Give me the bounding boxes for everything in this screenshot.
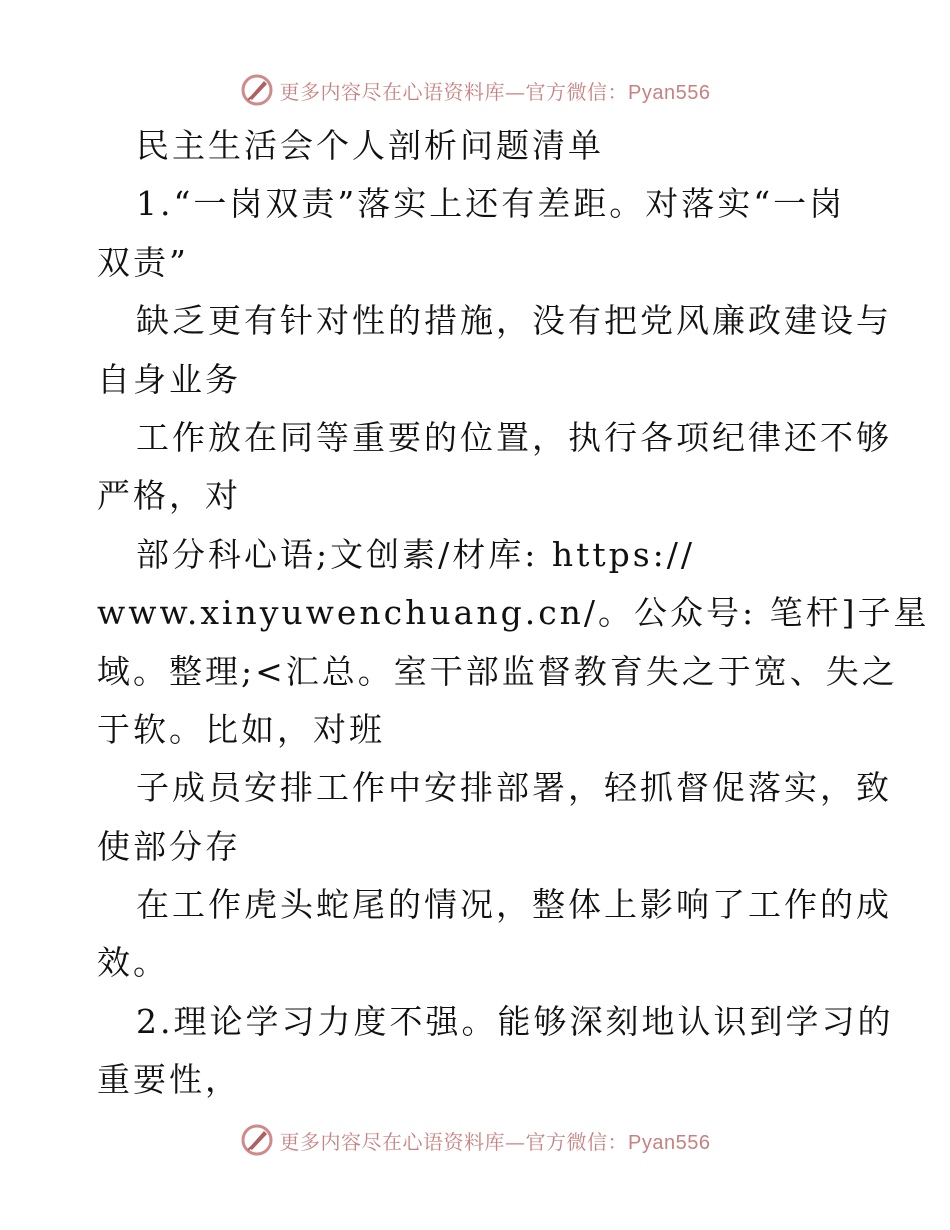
text-line: 2.理论学习力度不强。能够深刻地认识到学习的 [136, 1001, 894, 1041]
text-line: 域。整理;<汇总。室干部监督教育失之于宽、失之 [97, 651, 898, 691]
text-line: 工作放在同等重要的位置，执行各项纪律还不够 [136, 417, 892, 457]
text-line: 重要性， [97, 1060, 241, 1100]
text-line: 民主生活会个人剖析问题清单 [136, 126, 604, 165]
text-line: 子成员安排工作中安排部署，轻抓督促落实，致 [136, 768, 892, 808]
watermark-text: 更多内容尽在心语资料库—官方微信：Pyan556 [279, 79, 711, 104]
quill-pen-logo-icon [240, 1123, 274, 1157]
text-line: 双责” [97, 242, 189, 282]
watermark-wechat-id: Pyan556 [628, 1131, 711, 1154]
text-line: 在工作虎头蛇尾的情况，整体上影响了工作的成 [136, 885, 892, 925]
text-line: 1.“一岗双责”落实上还有差距。对落实“一岗 [136, 184, 846, 224]
text-line: 严格，对 [97, 476, 241, 516]
watermark-footer [0, 1120, 950, 1160]
text-line: 使部分存 [97, 826, 241, 866]
quill-pen-logo-icon [240, 73, 274, 107]
text-line: 于软。比如，对班 [97, 709, 385, 749]
document-body [97, 117, 930, 1110]
text-line: 部分科心语;文创素/材库: https:// [136, 534, 696, 574]
text-line: 缺乏更有针对性的措施，没有把党风廉政建设与 [136, 301, 892, 341]
text-line: www.xinyuwenchuang.cn/。公众号: 笔杆]子星 [97, 593, 930, 633]
watermark-text: 更多内容尽在心语资料库—官方微信：Pyan556 [279, 1129, 711, 1154]
watermark-header [0, 70, 950, 110]
watermark-wechat-id: Pyan556 [628, 81, 711, 104]
text-line: 自身业务 [97, 359, 241, 399]
text-line: 效。 [97, 943, 169, 983]
